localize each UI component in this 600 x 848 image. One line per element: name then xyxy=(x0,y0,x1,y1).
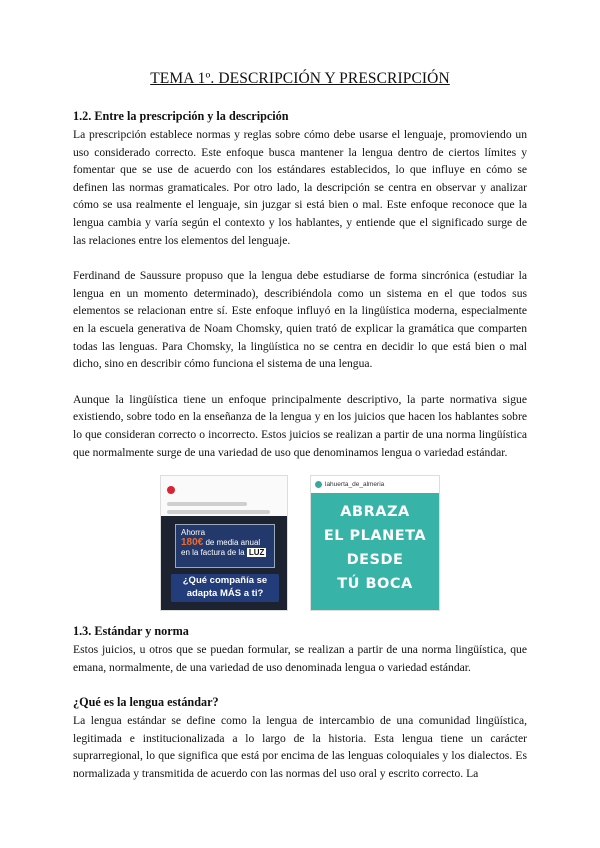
poster-text: ABRAZA EL PLANETA DESDE TÚ BOCA xyxy=(311,493,439,610)
section-heading-prescripcion: 1.2. Entre la prescripción y la descripción xyxy=(73,109,289,123)
account-avatar xyxy=(315,481,322,488)
page-title: TEMA 1º. DESCRIPCIÓN Y PRESCRIPCIÓN xyxy=(150,70,450,87)
section-heading-lengua-estandar: ¿Qué es la lengua estándar? xyxy=(73,695,219,710)
paragraph: Ferdinand de Saussure propuso que la lengua debe estudiarse de forma sincrónica (estudiar la lengua en un momento determinado), describiéndola como un sistema en el que todos sus elementos se relacionan entre sí. Este enfoque influyó en la lingüística moderna, especialmente en la escuela generativa de Noam Chomsky, quien trató de explicar la gramática que comparten todas las lenguas. Para Chomsky, la lingüística no se centra en decidir lo que está bien o mal dicho, sino en describir cómo funciona el sistema de una lengua. xyxy=(73,269,527,371)
paragraph: La prescripción establece normas y reglas sobre cómo debe usarse el lenguaje, promoviendo un uso considerado correcto. Este enfoque busca mantener la lengua dentro de ciertos límites y fomentar que se use de acuerdo con los estándares establecidos, lo que influye en cómo se definen las normas gramaticales. Por otro lado, la descripción se centra en observar y analizar cómo se usa realmente el lenguaje, sin juzgar si está bien o mal. Este enfoque reconoce que la lengua cambia y varía según el contexto y los hablantes, y entiende que el significado surge de las relaciones entre los elementos del lenguaje. xyxy=(73,128,527,247)
section-heading-estandar: 1.3. Estándar y norma xyxy=(73,624,189,639)
account-name: lahuerta_de_almeria xyxy=(325,481,385,489)
advertisement-image xyxy=(160,475,288,611)
avatar xyxy=(167,486,175,494)
paragraph: Aunque la lingüística tiene un enfoque principalmente descriptivo, la parte normativa sigue existiendo, sobre todo en la enseñanza de la lengua y en los juicios que hacen los hablantes sobre lo que consideran correcto o incorrecto. Estos juicios se realizan a partir de una norma lingüística que normalmente surge de una variedad de uso que denominamos lengua o variedad estándar. xyxy=(73,392,527,459)
paragraph: Estos juicios, u otros que se puedan formular, se realizan a partir de una norma lingüística, que emana, normalmente, de una variedad de uso denominada lengua o variedad estándar. xyxy=(73,643,527,674)
example-images xyxy=(73,475,527,611)
ad-sign: Ahorra 180€ de media anual en la factura de la LUZ xyxy=(175,524,275,568)
paragraph: La lengua estándar se define como la lengua de intercambio de una comunidad lingüística, legitimada e institucionalizada a lo largo de la historia. Esta lengua tiene un carácter suprarregional, lo que significa que está por encima de las lenguas coloquiales y los dialectos. Es normalizada y transmitida de acuerdo con las normas del uso oral y escrito correcto. La xyxy=(73,714,527,781)
ad-question: ¿Qué compañía se adapta MÁS a ti? xyxy=(171,574,279,602)
poster-image xyxy=(310,475,440,611)
